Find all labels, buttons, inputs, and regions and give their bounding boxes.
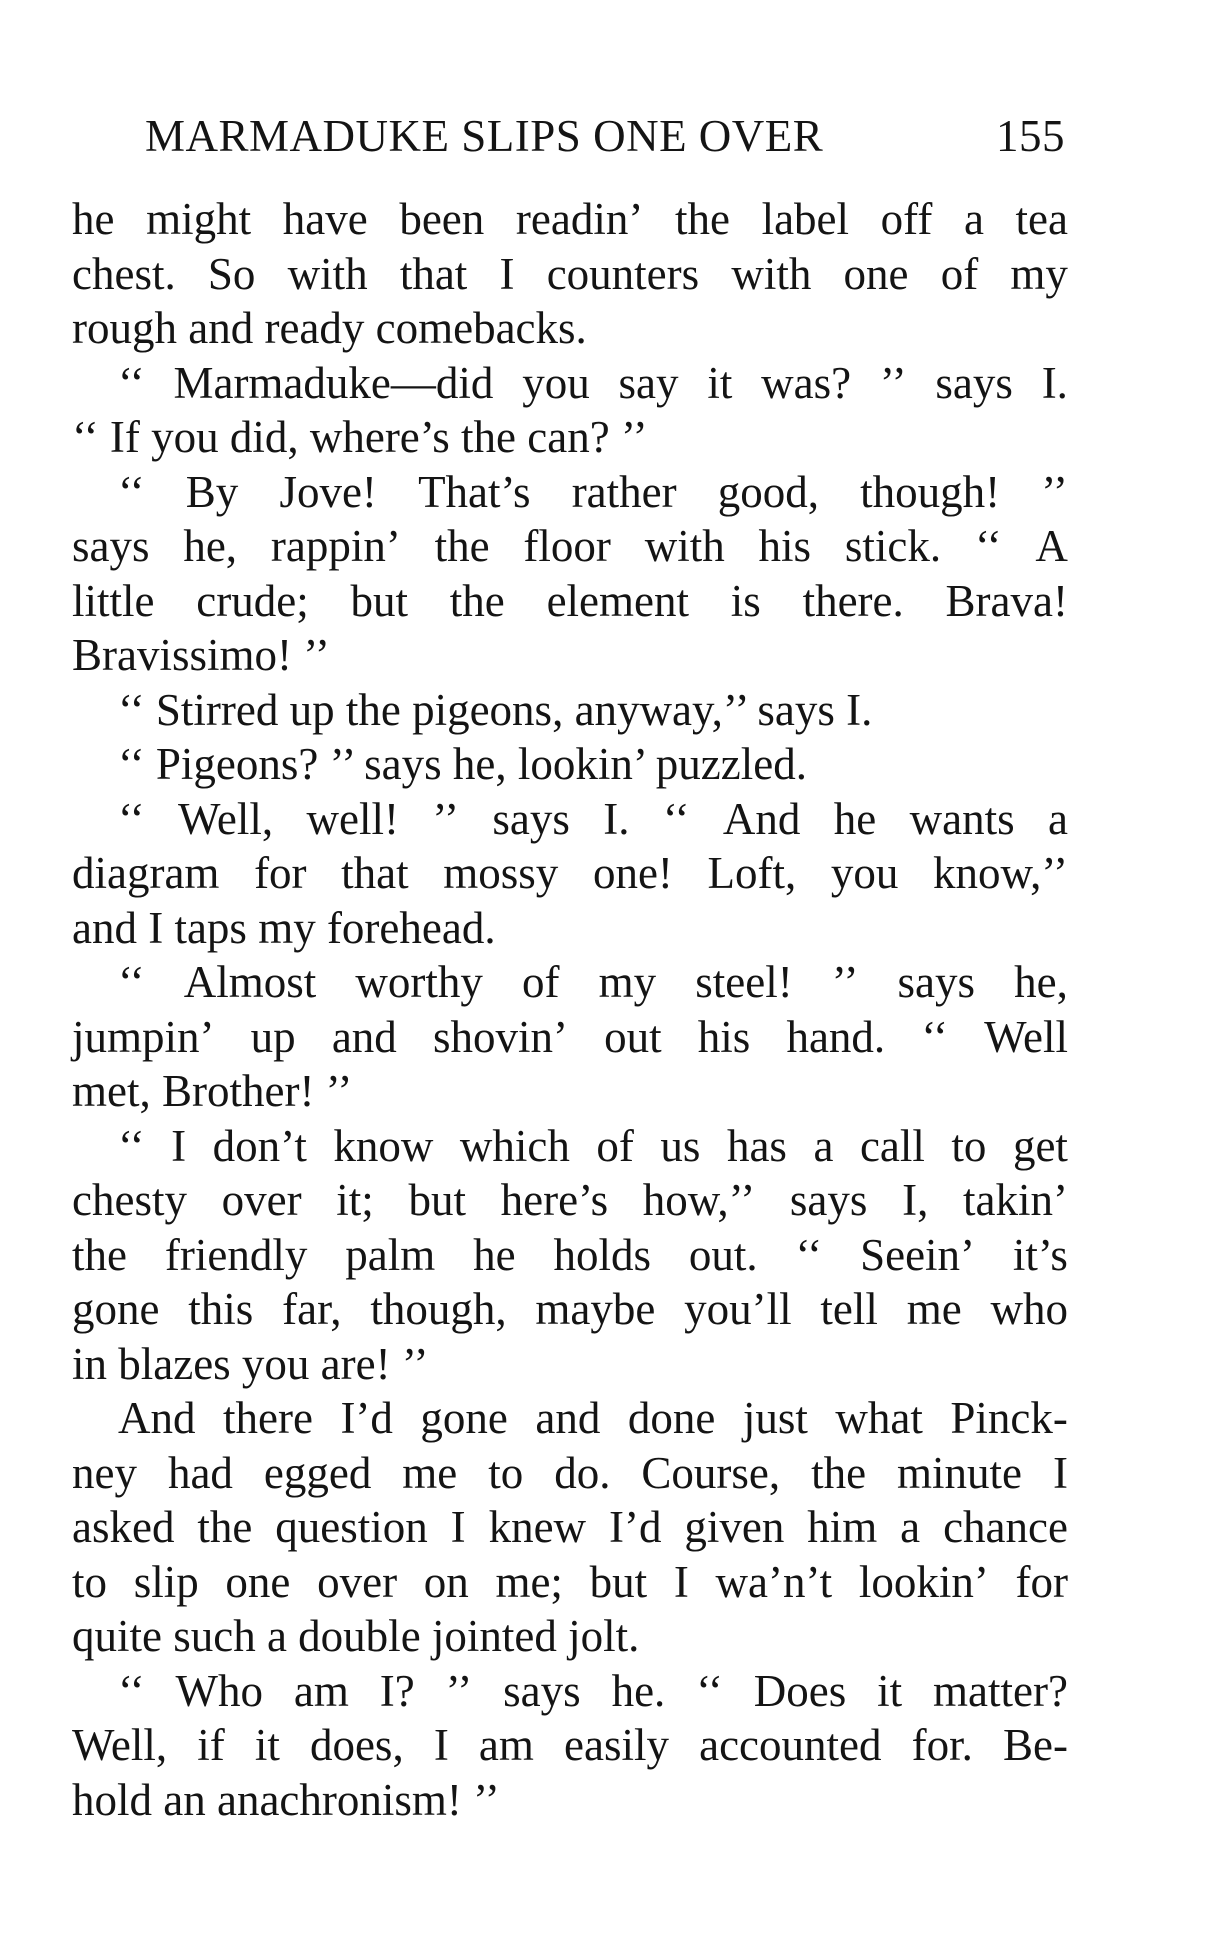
text-line: hold an anachronism! ’’ <box>72 1774 500 1825</box>
text-line: to slip one over on me; but I wa’n’t lookin’ for <box>72 1556 1068 1607</box>
text-line: and I taps my forehead. <box>72 902 496 953</box>
text-line: the friendly palm he holds out. ‘‘ Seein’ it’s <box>72 1229 1068 1280</box>
text-line: gone this far, though, maybe you’ll tell me who <box>72 1284 1068 1334</box>
text-line: says he, rappin’ the floor with his stick. ‘‘ A <box>72 521 1068 571</box>
text-line: quite such a double jointed jolt. <box>72 1611 640 1661</box>
text-line: ‘‘ Who am I? ’’ says he. ‘‘ Does it matter? <box>118 1665 1068 1716</box>
text-line: in blazes you are! ’’ <box>72 1338 429 1389</box>
chapter-title: MARMADUKE SLIPS ONE OVER <box>145 111 824 161</box>
text-line: ‘‘ Stirred up the pigeons, anyway,’’ says I. <box>118 684 873 735</box>
body-text <box>72 192 1068 1827</box>
text-line: ‘‘ Almost worthy of my steel! ’’ says he, <box>118 957 1068 1007</box>
text-line: chest. So with that I counters with one of my <box>72 248 1068 299</box>
text-line: ‘‘ By Jove! That’s rather good, though! ’’ <box>118 466 1068 517</box>
text-line: And there I’d gone and done just what Pinck- <box>118 1393 1068 1443</box>
text-line: ney had egged me to do. Course, the minute I <box>72 1447 1068 1498</box>
text-line: rough and ready comebacks. <box>72 303 587 353</box>
text-line: jumpin’ up and shovin’ out his hand. ‘‘ Well <box>72 1011 1068 1062</box>
text-line: ‘‘ I don’t know which of us has a call to get <box>118 1120 1068 1171</box>
text-line: ‘‘ Pigeons? ’’ says he, lookin’ puzzled. <box>118 739 807 789</box>
text-line: he might have been readin’ the label off a tea <box>72 194 1068 244</box>
text-line: asked the question I knew I’d given him a chance <box>72 1502 1068 1552</box>
text-line: chesty over it; but here’s how,’’ says I, takin’ <box>72 1175 1068 1225</box>
page-number: 155 <box>996 111 1065 161</box>
text-line: ‘‘ If you did, where’s the can? ’’ <box>72 412 648 462</box>
running-head <box>145 110 1065 170</box>
text-line: diagram for that mossy one! Loft, you know,’’ <box>72 848 1068 898</box>
text-line: met, Brother! ’’ <box>72 1066 353 1116</box>
text-line: ‘‘ Marmaduke—did you say it was? ’’ says I. <box>118 357 1068 408</box>
text-line: Bravissimo! ’’ <box>72 630 330 680</box>
text-line: Well, if it does, I am easily accounted for. Be- <box>72 1720 1068 1770</box>
text-line: little crude; but the element is there. Brava! <box>72 575 1068 626</box>
text-line: ‘‘ Well, well! ’’ says I. ‘‘ And he wants a <box>118 793 1068 844</box>
